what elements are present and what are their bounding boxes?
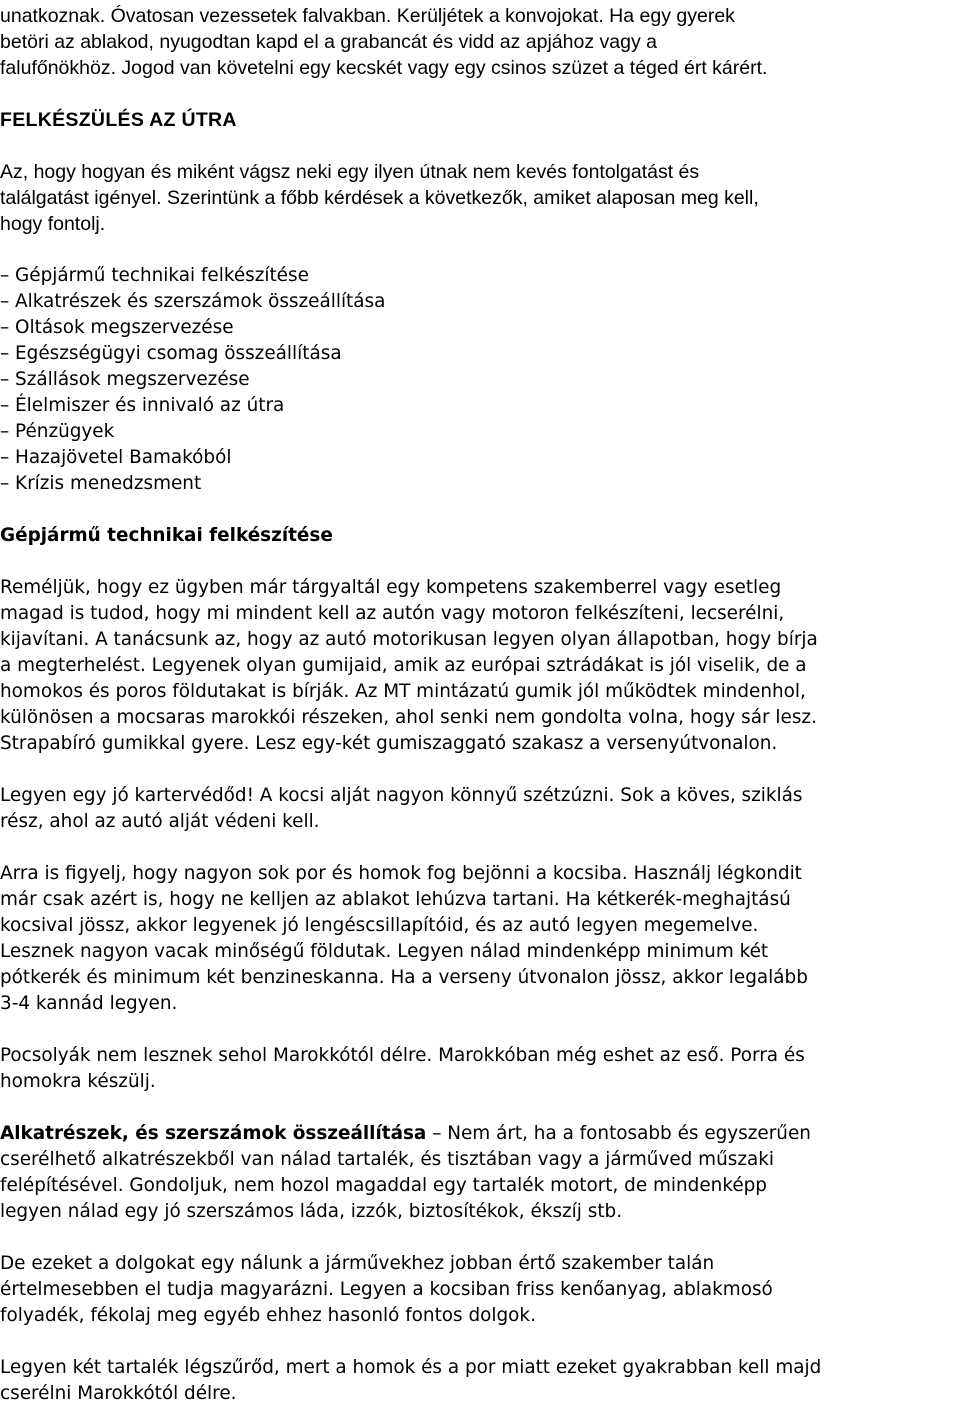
text-line: Strapabíró gumikkal gyere. Lesz egy-két gumiszaggató szakasz a versenyútvonalon. xyxy=(0,733,778,754)
parts-paragraph-spares xyxy=(0,1121,960,1225)
text-line: különösen a mocsaras marokkói részeken, ahol senki nem gondolta volna, hogy sár lesz. xyxy=(0,707,817,728)
text-line: kijavítani. A tanácsunk az, hogy az autó motorikusan legyen olyan állapotban, hogy bírja xyxy=(0,629,818,650)
text-line: cserélhető alkatrészekből van nálad tartalék, és tisztában vagy a járműved műszaki xyxy=(0,1149,775,1170)
list-item: – Pénzügyek xyxy=(0,421,115,442)
text-line: értelmesebben el tudja magyarázni. Legyen a kocsiban friss kenőanyag, ablakmosó xyxy=(0,1279,773,1300)
text-line: Az, hogy hogyan és miként vágsz neki egy ilyen útnak nem kevés fontolgatást és xyxy=(0,161,700,183)
text-line: Arra is figyelj, hogy nagyon sok por és homok fog bejönni a kocsiba. Használj légkondit xyxy=(0,863,802,884)
list-item: – Egészségügyi csomag összeállítása xyxy=(0,343,342,364)
vehicle-paragraph-underbody xyxy=(0,783,960,835)
text-line: De ezeket a dolgokat egy nálunk a járművekhez jobban értő szakember talán xyxy=(0,1253,715,1274)
text-line xyxy=(0,1121,960,1147)
vehicle-paragraph-puddles xyxy=(0,1043,960,1095)
text-line: a megterhelést. Legyenek olyan gumijaid, amik az európai sztrádákat is jól viselik, de a xyxy=(0,655,807,676)
text-line: unatkoznak. Óvatosan vezessetek falvakban. Kerüljétek a konvojokat. Ha egy gyerek xyxy=(0,5,735,27)
text-line: homokra készülj. xyxy=(0,1071,156,1092)
text-line: 3-4 kannád legyen. xyxy=(0,993,178,1014)
text-line: legyen nálad egy jó szerszámos láda, izzók, biztosítékok, ékszíj stb. xyxy=(0,1201,623,1222)
list-item: – Krízis menedzsment xyxy=(0,473,202,494)
text-line: cserélni Marokkótól délre. xyxy=(0,1383,237,1404)
text-line: Legyen egy jó kartervédőd! A kocsi alját nagyon könnyű szétzúzni. Sok a köves, sziklás xyxy=(0,785,803,806)
vehicle-paragraph-tires xyxy=(0,575,960,757)
parts-paragraph-expert xyxy=(0,1251,960,1329)
vehicle-paragraph-dust xyxy=(0,861,960,1017)
section-heading-vehicle: Gépjármű technikai felkészítése xyxy=(0,525,333,546)
text-line: homokos és poros földutakat is bírják. Az MT mintázatú gumik jól működtek mindenhol, xyxy=(0,681,806,702)
parts-lead-rest: – Nem árt, ha a fontosabb és egyszerűen xyxy=(426,1123,811,1144)
list-item: – Gépjármű technikai felkészítése xyxy=(0,265,309,286)
text-line: hogy fontolj. xyxy=(0,213,106,235)
text-line: kocsival jössz, akkor legyenek jó lengéscsillapítóid, és az autó legyen megemelve. xyxy=(0,915,759,936)
list-item: – Hazajövetel Bamakóból xyxy=(0,447,232,468)
text-line: találgatást igényel. Szerintünk a főbb kérdések a következők, amiket alaposan meg kell, xyxy=(0,187,759,209)
intro-paragraph xyxy=(0,3,960,81)
topics-list xyxy=(0,263,960,497)
preparation-paragraph xyxy=(0,159,960,237)
list-item: – Szállások megszervezése xyxy=(0,369,250,390)
text-line: pótkerék és minimum két benzineskanna. Ha a verseny útvonalon jössz, akkor legalább xyxy=(0,967,808,988)
text-line: Reméljük, hogy ez ügyben már tárgyaltál egy kompetens szakemberrel vagy esetleg xyxy=(0,577,782,598)
list-item: – Oltások megszervezése xyxy=(0,317,234,338)
parts-lead-bold: Alkatrészek, és szerszámok összeállítása xyxy=(0,1123,427,1144)
text-line: magad is tudod, hogy mi mindent kell az autón vagy motoron felkészíteni, lecserélni, xyxy=(0,603,785,624)
text-line: Pocsolyák nem lesznek sehol Marokkótól délre. Marokkóban még eshet az eső. Porra és xyxy=(0,1045,805,1066)
text-line: már csak azért is, hogy ne kelljen az ablakot lehúzva tartani. Ha kétkerék-meghajtású xyxy=(0,889,791,910)
section-heading-preparation: FELKÉSZÜLÉS AZ ÚTRA xyxy=(0,109,237,131)
text-line: Lesznek nagyon vacak minőségű földutak. Legyen nálad mindenképp minimum két xyxy=(0,941,769,962)
list-item: – Alkatrészek és szerszámok összeállítása xyxy=(0,291,386,312)
text-line: Legyen két tartalék légszűrőd, mert a homok és a por miatt ezeket gyakrabban kell majd xyxy=(0,1357,822,1378)
list-item: – Élelmiszer és innivaló az útra xyxy=(0,395,285,416)
text-line: betöri az ablakod, nyugodtan kapd el a grabancát és vidd az apjához vagy a xyxy=(0,31,657,53)
text-line: rész, ahol az autó alját védeni kell. xyxy=(0,811,320,832)
text-line: felépítésével. Gondoljuk, nem hozol magaddal egy tartalék motort, de mindenképp xyxy=(0,1175,767,1196)
text-line: falufőnökhöz. Jogod van követelni egy kecskét vagy egy csinos szüzet a téged ért kárért. xyxy=(0,57,768,79)
parts-paragraph-air-filter xyxy=(0,1355,960,1407)
text-line: folyadék, fékolaj meg egyéb ehhez hasonló fontos dolgok. xyxy=(0,1305,536,1326)
